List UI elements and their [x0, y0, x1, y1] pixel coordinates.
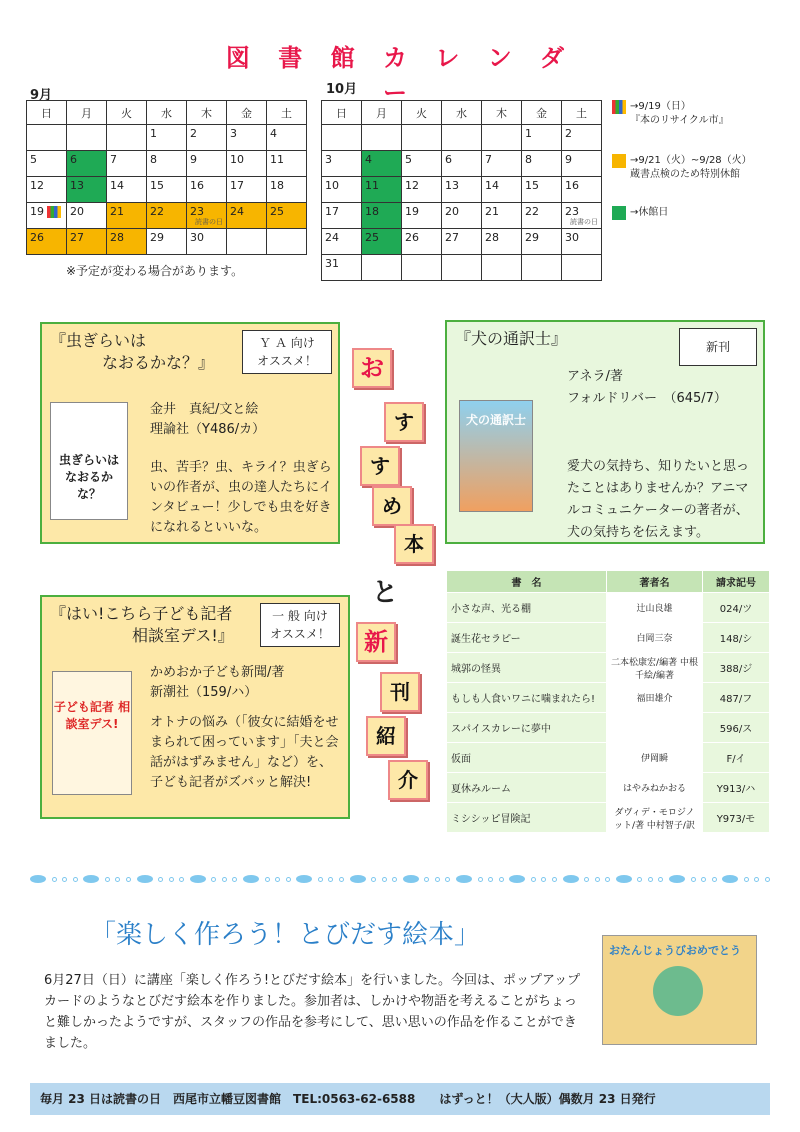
- calendar-day: 1: [147, 125, 187, 151]
- bubble-icon: [435, 877, 440, 882]
- table-row: [447, 713, 770, 743]
- table-cell: 夏休みルーム: [447, 773, 607, 803]
- calendar-day: 6: [67, 151, 107, 177]
- bubble-icon: [658, 877, 663, 882]
- book-cover-kodomo: 子ども記者 相談室デス!: [52, 671, 132, 795]
- calendar-day: 16: [562, 177, 602, 203]
- tile-kan: 刊: [380, 672, 420, 712]
- weekday-header: 水: [147, 101, 187, 125]
- calendar-day: 11: [362, 177, 402, 203]
- calendar-day: 31: [322, 255, 362, 281]
- calendar-day: 25: [267, 203, 307, 229]
- weekday-header: 土: [267, 101, 307, 125]
- general-tag: 一 般 向け オススメ！: [260, 603, 340, 647]
- calendar-day: 3: [227, 125, 267, 151]
- calendar-day: 28: [107, 229, 147, 255]
- table-cell: 誕生花セラピー: [447, 623, 607, 653]
- new-tag: 新刊: [679, 328, 757, 366]
- book-desc-kodomo: オトナの悩み（「彼女に結婚をせまられて困っています」「夫と会話がはずみません」など）を、子ども記者がズバッと解決!: [150, 715, 339, 790]
- books-icon: [612, 100, 626, 114]
- calendar-day: 2: [187, 125, 227, 151]
- bubble-icon: [286, 877, 291, 882]
- tile-o: お: [352, 348, 392, 388]
- calendar-day: 5: [402, 151, 442, 177]
- calendar-day: 18: [362, 203, 402, 229]
- weekday-header: 土: [562, 101, 602, 125]
- fish-icon: [137, 875, 153, 883]
- bubble-icon: [595, 877, 600, 882]
- fish-icon: [350, 875, 366, 883]
- calendar-day: 9: [562, 151, 602, 177]
- calendar-day: 21: [482, 203, 522, 229]
- table-cell: 小さな声、光る棚: [447, 593, 607, 623]
- tile-su2: す: [360, 446, 400, 486]
- calendar-day: 7: [482, 151, 522, 177]
- calendar-day: 2: [562, 125, 602, 151]
- calendar-day: [362, 255, 402, 281]
- bubble-icon: [222, 877, 227, 882]
- weekday-header: 火: [107, 101, 147, 125]
- calendar-day: 20: [442, 203, 482, 229]
- table-cell: スパイスカレーに夢中: [447, 713, 607, 743]
- event-photo: [602, 935, 757, 1045]
- calendar-day: 4: [267, 125, 307, 151]
- calendar-day: [522, 255, 562, 281]
- calendar-day: [402, 125, 442, 151]
- calendar-day: 5: [27, 151, 67, 177]
- bubble-icon: [232, 877, 237, 882]
- table-cell: [607, 713, 703, 743]
- book-card-kodomo: [40, 595, 350, 819]
- table-row: [447, 653, 770, 683]
- october-calendar: [321, 100, 602, 281]
- table-row: [447, 803, 770, 833]
- book-title-kodomo: 『はい!こちら子ども記者 相談室デス!』: [50, 604, 234, 645]
- calendar-day: 22: [522, 203, 562, 229]
- table-row: [447, 773, 770, 803]
- calendar-day: 10: [227, 151, 267, 177]
- calendar-day: 14: [482, 177, 522, 203]
- fish-icon: [83, 875, 99, 883]
- weekday-header: 月: [67, 101, 107, 125]
- event-body: 6月27日（日）に講座「楽しく作ろう!とびだす絵本」を行いました。今回は、ポップアップカードのようなとびだす絵本を作りました。参加者は、しかけや物語を考えることがちょっと難しかったようですが、スタッフの作品を参考にして、思い思いの作品を作ることができました。: [44, 973, 581, 1051]
- bubble-icon: [339, 877, 344, 882]
- fish-icon: [403, 875, 419, 883]
- weekday-header: 月: [362, 101, 402, 125]
- calendar-day: 26: [402, 229, 442, 255]
- table-cell: 仮面: [447, 743, 607, 773]
- book-publisher-inu: フォルドリバー （645/7）: [567, 391, 727, 406]
- weekday-header: 木: [187, 101, 227, 125]
- kappa-figure: [653, 966, 703, 1016]
- calendar-day: 30: [562, 229, 602, 255]
- calendar-day: [27, 125, 67, 151]
- bubble-icon: [478, 877, 483, 882]
- table-header: 書 名: [447, 571, 607, 593]
- calendar-day: [107, 125, 147, 151]
- calendar-day: [562, 255, 602, 281]
- bubble-icon: [158, 877, 163, 882]
- bubble-icon: [424, 877, 429, 882]
- bubble-icon: [765, 877, 770, 882]
- table-cell: 487/フ: [703, 683, 770, 713]
- table-row: [447, 743, 770, 773]
- calendar-day: [267, 229, 307, 255]
- calendar-day: [482, 125, 522, 151]
- september-calendar: [26, 100, 307, 255]
- bubble-icon: [73, 877, 78, 882]
- legend-recycle: [612, 100, 792, 128]
- orange-swatch: [612, 154, 626, 168]
- table-cell: 596/ス: [703, 713, 770, 743]
- table-cell: 辻山良雄: [607, 593, 703, 623]
- legend-recycle-desc: 『本のリサイクル市』: [630, 115, 729, 126]
- table-cell: 伊岡瞬: [607, 743, 703, 773]
- bubble-icon: [648, 877, 653, 882]
- table-cell: ダヴィデ・モロジノット/著 中村智子/訳: [607, 803, 703, 833]
- fish-icon: [563, 875, 579, 883]
- bubble-icon: [754, 877, 759, 882]
- calendar-day: 15: [147, 177, 187, 203]
- table-row: [447, 593, 770, 623]
- fish-icon: [243, 875, 259, 883]
- table-row: [447, 683, 770, 713]
- table-cell: もしも人食いワニに噛まれたら!: [447, 683, 607, 713]
- table-cell: ミシシッピ冒険記: [447, 803, 607, 833]
- bubble-icon: [445, 877, 450, 882]
- september-label: 9月: [30, 88, 53, 103]
- book-cover-mushi: 虫ぎらいはなおるかな？: [50, 402, 128, 520]
- weekday-header: 金: [522, 101, 562, 125]
- bubble-icon: [265, 877, 270, 882]
- table-header: 請求記号: [703, 571, 770, 593]
- bubble-icon: [328, 877, 333, 882]
- bubble-icon: [52, 877, 57, 882]
- calendar-day: 10: [322, 177, 362, 203]
- calendar-day: 29: [522, 229, 562, 255]
- bubble-icon: [552, 877, 557, 882]
- fish-icon: [616, 875, 632, 883]
- calendar-day: 13: [67, 177, 107, 203]
- calendar-day: 19: [27, 203, 67, 229]
- calendar-day: 8: [147, 151, 187, 177]
- calendar-day: 26: [27, 229, 67, 255]
- calendar-day: 1: [522, 125, 562, 151]
- calendar-day: 6: [442, 151, 482, 177]
- october-label: 10月: [326, 82, 358, 97]
- bubble-icon: [105, 877, 110, 882]
- bubble-icon: [744, 877, 749, 882]
- bubble-icon: [605, 877, 610, 882]
- event-title: 「楽しく作ろう！とびだす絵本」: [90, 920, 481, 950]
- book-desc-mushi: 虫、苦手？虫、キライ？虫ぎらいの作者が、虫の達人たちにインタビュー！少しでも虫を好きになれるといいな。: [150, 460, 333, 535]
- bubble-icon: [712, 877, 717, 882]
- bubble-icon: [392, 877, 397, 882]
- calendar-day: 22: [147, 203, 187, 229]
- calendar-day: [227, 229, 267, 255]
- book-author-inu: アネラ/著: [567, 369, 623, 384]
- tile-hon: 本: [394, 524, 434, 564]
- bubble-icon: [499, 877, 504, 882]
- table-cell: F/イ: [703, 743, 770, 773]
- weekday-header: 日: [322, 101, 362, 125]
- calendar-day: 23 読書の日: [187, 203, 227, 229]
- table-cell: 城郭の怪異: [447, 653, 607, 683]
- fish-icon: [30, 875, 46, 883]
- book-cover-inu: 犬の通訳士: [459, 400, 533, 512]
- tile-sho: 紹: [366, 716, 406, 756]
- tile-su1: す: [384, 402, 424, 442]
- calendar-day: [67, 125, 107, 151]
- fish-icon: [722, 875, 738, 883]
- bubble-icon: [318, 877, 323, 882]
- bubble-icon: [62, 877, 67, 882]
- table-header: 著者名: [607, 571, 703, 593]
- book-card-inu: [445, 320, 765, 544]
- book-title-inu: 『犬の通訳士』: [455, 329, 568, 348]
- book-publisher-kodomo: 新潮社（159/ハ）: [150, 685, 258, 700]
- calendar-day: [402, 255, 442, 281]
- table-cell: 白岡三奈: [607, 623, 703, 653]
- calendar-day: 3: [322, 151, 362, 177]
- calendar-day: 17: [227, 177, 267, 203]
- calendar-day: 28: [482, 229, 522, 255]
- bubble-icon: [169, 877, 174, 882]
- reading-day-note: 読書の日: [195, 218, 223, 226]
- tile-shin: 新: [356, 622, 396, 662]
- calendar-day: 27: [67, 229, 107, 255]
- calendar-day: 24: [227, 203, 267, 229]
- legend-holiday-desc: →休館日: [630, 207, 669, 218]
- bubble-icon: [701, 877, 706, 882]
- book-desc-inu: 愛犬の気持ち、知りたいと思ったことはありませんか？アニマルコミュニケーターの著者が、犬の気持ちを伝えます。: [567, 459, 750, 540]
- calendar-day: 8: [522, 151, 562, 177]
- fish-divider: [30, 872, 770, 886]
- book-author-kodomo: かめおか子ども新聞/著: [150, 665, 285, 680]
- bubble-icon: [541, 877, 546, 882]
- table-cell: 二本松康宏/編著 中根千絵/編著: [607, 653, 703, 683]
- legend-recycle-date: →9/19（日）: [630, 101, 691, 112]
- table-cell: 024/ツ: [703, 593, 770, 623]
- bubble-icon: [179, 877, 184, 882]
- page-title: 図 書 館 カ レ ン ダ ー: [225, 44, 575, 107]
- calendar-day: 14: [107, 177, 147, 203]
- table-cell: 148/シ: [703, 623, 770, 653]
- table-row: [447, 623, 770, 653]
- book-title-mushi: 『虫ぎらいは なおるかな？』: [50, 331, 215, 372]
- footer: 毎月 23 日は読書の日 西尾市立幡豆図書館 TEL:0563-62-6588 はずっと！（大人版）偶数月 23 日発行: [30, 1083, 770, 1115]
- book-publisher-mushi: 理論社（Y486/カ）: [150, 422, 266, 437]
- reading-day-note: 読書の日: [570, 218, 598, 226]
- calendar-day: [442, 125, 482, 151]
- calendar-day: [322, 125, 362, 151]
- calendar-legend: [612, 100, 792, 220]
- bubble-icon: [637, 877, 642, 882]
- book-author-mushi: 金井 真紀/文と絵: [150, 402, 259, 417]
- bubble-icon: [115, 877, 120, 882]
- bubble-icon: [382, 877, 387, 882]
- calendar-day: 12: [402, 177, 442, 203]
- bubble-icon: [531, 877, 536, 882]
- book-card-mushi: [40, 322, 340, 544]
- calendar-day: 30: [187, 229, 227, 255]
- calendar-day: 19: [402, 203, 442, 229]
- calendar-day: 24: [322, 229, 362, 255]
- calendar-day: [362, 125, 402, 151]
- bubble-icon: [488, 877, 493, 882]
- weekday-header: 木: [482, 101, 522, 125]
- legend-closure-desc: 蔵書点検のため特別休館: [630, 169, 740, 180]
- bubble-icon: [584, 877, 589, 882]
- table-cell: Y913/ハ: [703, 773, 770, 803]
- calendar-day: 12: [27, 177, 67, 203]
- calendar-day: 15: [522, 177, 562, 203]
- fish-icon: [509, 875, 525, 883]
- weekday-header: 金: [227, 101, 267, 125]
- table-cell: 福田雄介: [607, 683, 703, 713]
- bubble-icon: [371, 877, 376, 882]
- weekday-header: 水: [442, 101, 482, 125]
- photo-caption: おたんじょうびおめでとう: [609, 944, 741, 957]
- tile-kai: 介: [388, 760, 428, 800]
- bubble-icon: [211, 877, 216, 882]
- calendar-day: 13: [442, 177, 482, 203]
- tile-me: め: [372, 486, 412, 526]
- calendar-day: 18: [267, 177, 307, 203]
- calendar-day: 11: [267, 151, 307, 177]
- legend-closure: [612, 154, 792, 182]
- calendar-day: 29: [147, 229, 187, 255]
- to-character: と: [372, 578, 399, 608]
- legend-holiday: [612, 206, 792, 220]
- fish-icon: [669, 875, 685, 883]
- bubble-icon: [275, 877, 280, 882]
- new-books-table: [446, 570, 770, 833]
- ya-tag: Ｙ Ａ 向け オススメ！: [242, 330, 332, 374]
- calendar-day: [442, 255, 482, 281]
- weekday-header: 日: [27, 101, 67, 125]
- weekday-header: 火: [402, 101, 442, 125]
- table-cell: はやみねかおる: [607, 773, 703, 803]
- bubble-icon: [691, 877, 696, 882]
- bubble-icon: [126, 877, 131, 882]
- calendar-day: 16: [187, 177, 227, 203]
- legend-closure-date: →9/21（火）~9/28（火）: [630, 155, 752, 166]
- books-icon: [47, 206, 61, 218]
- calendar-day: 17: [322, 203, 362, 229]
- green-swatch: [612, 206, 626, 220]
- calendar-day: 23 読書の日: [562, 203, 602, 229]
- calendar-day: 7: [107, 151, 147, 177]
- calendar-day: 4: [362, 151, 402, 177]
- fish-icon: [190, 875, 206, 883]
- table-cell: Y973/モ: [703, 803, 770, 833]
- calendar-day: 9: [187, 151, 227, 177]
- fish-icon: [456, 875, 472, 883]
- table-cell: 388/ジ: [703, 653, 770, 683]
- calendar-day: [482, 255, 522, 281]
- calendar-day: 27: [442, 229, 482, 255]
- calendar-day: 25: [362, 229, 402, 255]
- schedule-note: ※予定が変わる場合があります。: [66, 264, 244, 278]
- calendar-day: 20: [67, 203, 107, 229]
- fish-icon: [296, 875, 312, 883]
- calendar-day: 21: [107, 203, 147, 229]
